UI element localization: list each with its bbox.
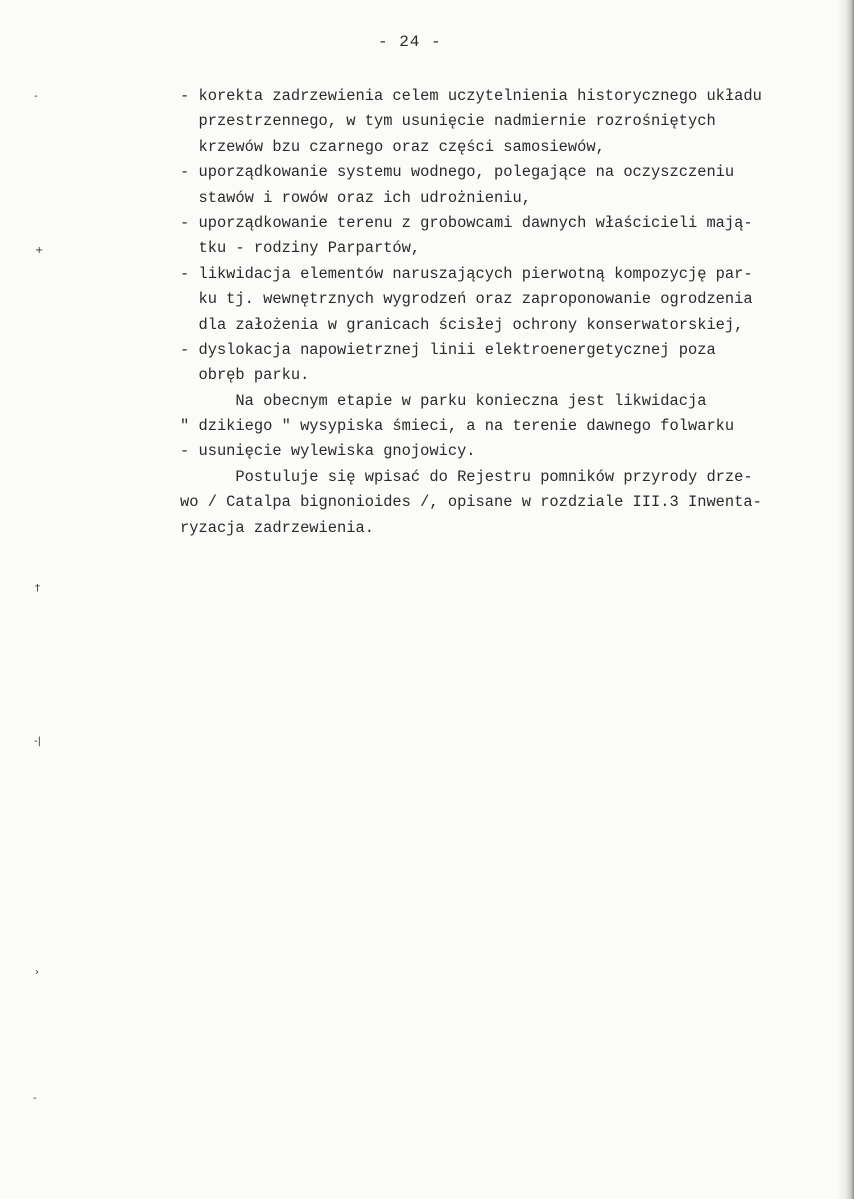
page-number: - 24 -: [378, 33, 442, 51]
text-line: dla założenia w granicach ścisłej ochrony konserwatorskiej,: [180, 315, 744, 334]
margin-mark: -: [33, 1093, 37, 1104]
text-line: wo / Catalpa bignonioides /, opisane w rozdziale III.3 Inwenta-: [180, 493, 762, 512]
text-line: - uporządkowanie terenu z grobowcami dawnych właścicieli mają-: [180, 213, 753, 232]
margin-mark: †: [35, 583, 40, 594]
text-line: " dzikiego " wysypiska śmieci, a na terenie dawnego folwarku: [180, 417, 735, 436]
body-text: [180, 84, 840, 541]
text-line: ryzacja zadrzewienia.: [180, 518, 374, 537]
margin-mark: -: [34, 91, 38, 102]
text-line: - korekta zadrzewienia celem uczytelnienia historycznego układu: [180, 87, 762, 105]
text-line: tku - rodziny Parpartów,: [180, 239, 421, 258]
text-line: ku tj. wewnętrznych wygrodzeń oraz zaproponowanie ogrodzenia: [180, 290, 753, 309]
text-line: przestrzennego, w tym usunięcie nadmiernie rozrośniętych: [180, 112, 716, 131]
text-line: obręb parku.: [180, 366, 310, 385]
text-line: stawów i rowów oraz ich udrożnieniu,: [180, 188, 531, 207]
text-line: - uporządkowanie systemu wodnego, polegające na oczyszczeniu: [180, 163, 735, 182]
margin-mark: ›: [35, 967, 39, 978]
text-line: - likwidacja elementów naruszających pierwotną kompozycję par-: [180, 264, 753, 283]
text-line: - usunięcie wylewiska gnojowicy.: [180, 442, 476, 461]
text-line: - dyslokacja napowietrznej linii elektroenergetycznej poza: [180, 340, 716, 359]
margin-mark: +: [35, 245, 44, 256]
text-line: krzewów bzu czarnego oraz części samosiewów,: [180, 137, 605, 156]
text-line: Na obecnym etapie w parku konieczna jest likwidacja: [180, 391, 707, 410]
margin-mark: -|: [34, 736, 41, 747]
text-line: Postuluje się wpisać do Rejestru pomników przyrody drze-: [180, 467, 753, 486]
